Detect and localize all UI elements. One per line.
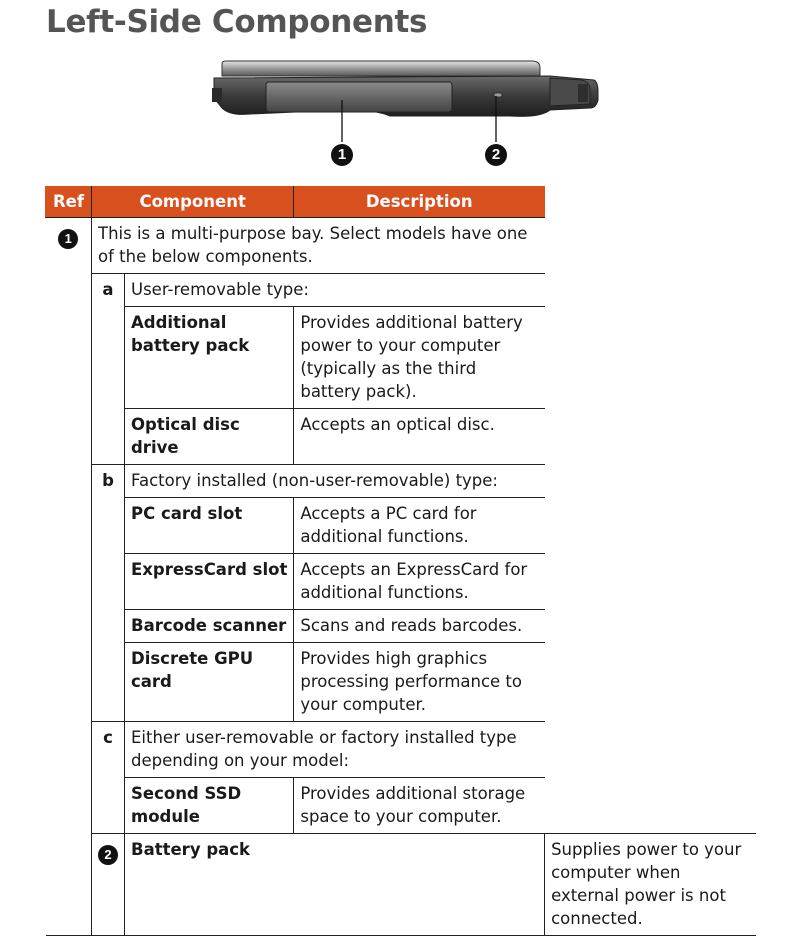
components-table — [45, 186, 756, 936]
sub-c-text: Either user-removable or factory installed type depending on your model: — [125, 722, 545, 778]
sub-letter-b: b — [92, 465, 125, 722]
table-row — [46, 610, 757, 643]
component-name: Discrete GPU card — [125, 643, 294, 722]
header-ref: Ref — [46, 187, 92, 218]
table-row — [46, 465, 757, 498]
table-row — [46, 498, 757, 554]
component-desc: Supplies power to your computer when external power is not connected. — [545, 834, 756, 936]
sub-b-text: Factory installed (non-user-removable) type: — [125, 465, 545, 498]
sub-a-text: User-removable type: — [125, 274, 545, 307]
table-row — [46, 409, 757, 465]
component-name: Barcode scanner — [125, 610, 294, 643]
component-name: Second SSD module — [125, 778, 294, 834]
ref-cell-1 — [46, 218, 92, 936]
ref-number-2: 2 — [98, 845, 118, 865]
component-name: Additional battery pack — [125, 307, 294, 409]
table-row — [46, 218, 757, 274]
laptop-left-side-illustration — [210, 58, 600, 168]
component-desc: Scans and reads barcodes. — [294, 610, 545, 643]
component-desc: Provides high graphics processing performance to your computer. — [294, 643, 545, 722]
ref-cell-2 — [92, 834, 125, 936]
row1-intro: This is a multi-purpose bay. Select models have one of the below components. — [92, 218, 545, 274]
table-row — [46, 643, 757, 722]
callout-2: 2 — [485, 144, 507, 166]
component-desc: Accepts an ExpressCard for additional functions. — [294, 554, 545, 610]
table-header-row — [46, 187, 757, 218]
ref-number-1: 1 — [58, 229, 78, 249]
header-component: Component — [92, 187, 294, 218]
component-desc: Provides additional storage space to your computer. — [294, 778, 545, 834]
header-description: Description — [294, 187, 545, 218]
component-desc: Accepts a PC card for additional functions. — [294, 498, 545, 554]
callout-1: 1 — [331, 144, 353, 166]
component-name: PC card slot — [125, 498, 294, 554]
table-row — [46, 834, 757, 936]
table-row — [46, 274, 757, 307]
component-desc: Provides additional battery power to your computer (typically as the third battery pack). — [294, 307, 545, 409]
sub-letter-a: a — [92, 274, 125, 465]
table-row — [46, 778, 757, 834]
component-desc: Accepts an optical disc. — [294, 409, 545, 465]
sub-letter-c: c — [92, 722, 125, 834]
page-title: Left-Side Components — [46, 4, 428, 40]
component-name: ExpressCard slot — [125, 554, 294, 610]
table-row — [46, 307, 757, 409]
component-name: Optical disc drive — [125, 409, 294, 465]
table-row — [46, 554, 757, 610]
component-name: Battery pack — [125, 834, 545, 936]
table-row — [46, 722, 757, 778]
